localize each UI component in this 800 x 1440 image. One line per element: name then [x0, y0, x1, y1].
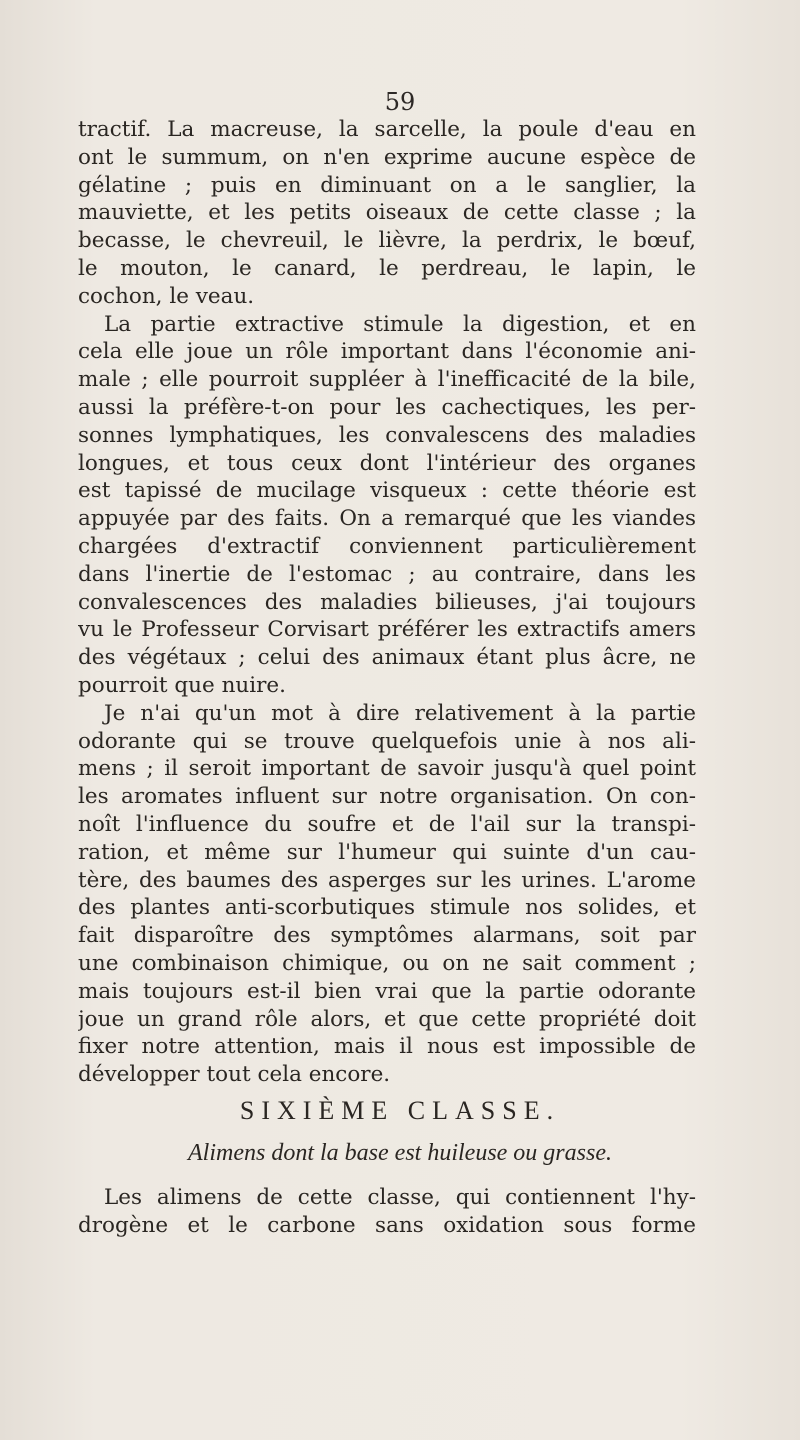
body-text	[78, 116, 696, 1089]
text-line: longues, et tous ceux dont l'intérieur des organes	[78, 450, 696, 476]
text-line: mais toujours est-il bien vrai que la partie odorante	[78, 978, 696, 1004]
text-line: des plantes anti-scorbutiques stimule nos solides, et	[78, 895, 696, 921]
text-line: appuyée par des faits. On a remarqué que les viandes	[78, 506, 696, 532]
text-line: fixer notre attention, mais il nous est impossible de	[78, 1034, 696, 1060]
text-line: cela elle joue un rôle important dans l'économie ani-	[78, 339, 696, 365]
text-line: cochon, le veau.	[78, 283, 255, 309]
text-line: Les alimens de cette classe, qui contiennent l'hy-	[104, 1185, 696, 1210]
text-line: odorante qui se trouve quelquefois unie à nos ali-	[78, 728, 696, 754]
text-line: le mouton, le canard, le perdreau, le lapin, le	[78, 255, 696, 281]
text-line: développer tout cela encore.	[78, 1062, 391, 1088]
text-line: becasse, le chevreuil, le lièvre, la perdrix, le bœuf,	[78, 228, 696, 254]
text-line: des végétaux ; celui des animaux étant plus âcre, ne	[78, 645, 696, 671]
text-line: mens ; il seroit important de savoir jusqu'à quel point	[78, 756, 696, 782]
text-line: gélatine ; puis en diminuant on a le sanglier, la	[78, 172, 696, 198]
text-line: noît l'influence du soufre et de l'ail sur la transpi-	[78, 811, 696, 837]
text-line: tère, des baumes des asperges sur les urines. L'arome	[78, 867, 696, 893]
text-line: mauviette, et les petits oiseaux de cette classe ; la	[78, 200, 696, 226]
text-line: est tapissé de mucilage visqueux : cette théorie est	[78, 478, 696, 504]
text-line: convalescences des maladies bilieuses, j'ai toujours	[78, 589, 696, 615]
text-line: Je n'ai qu'un mot à dire relativement à la partie	[104, 700, 696, 726]
text-line: une combinaison chimique, ou on ne sait comment ;	[78, 950, 696, 976]
text-line: aussi la préfère-t-on pour les cachectiques, les per-	[78, 394, 696, 420]
text-line: tractif. La macreuse, la sarcelle, la poule d'eau en	[78, 117, 696, 142]
page-number: 59	[384, 88, 416, 116]
text-line: chargées d'extractif conviennent particulièrement	[78, 533, 696, 559]
text-line: fait disparoître des symptômes alarmans, soit par	[78, 923, 696, 949]
text-line: dans l'inertie de l'estomac ; au contraire, dans les	[78, 561, 696, 587]
text-line: La partie extractive stimule la digestion, et en	[104, 311, 696, 337]
text-line: joue un grand rôle alors, et que cette propriété doit	[78, 1006, 696, 1032]
section-title: SIXIÈME CLASSE.	[239, 1096, 561, 1125]
text-line: vu le Professeur Corvisart préférer les extractifs amers	[78, 617, 696, 643]
text-line: pourroit que nuire.	[78, 672, 286, 698]
text-line: drogène et le carbone sans oxidation sous forme	[78, 1212, 696, 1238]
text-line: male ; elle pourroit suppléer à l'inefficacité de la bile,	[78, 367, 696, 393]
body-text-final	[78, 1184, 696, 1240]
section-subtitle: Alimens dont la base est huileuse ou grasse.	[188, 1140, 612, 1166]
text-line: ont le summum, on n'en exprime aucune espèce de	[78, 144, 696, 170]
text-line: ration, et même sur l'humeur qui suinte d'un cau-	[78, 839, 696, 865]
text-line: les aromates influent sur notre organisation. On con-	[78, 784, 696, 810]
text-line: sonnes lymphatiques, les convalescens des maladies	[78, 422, 696, 448]
